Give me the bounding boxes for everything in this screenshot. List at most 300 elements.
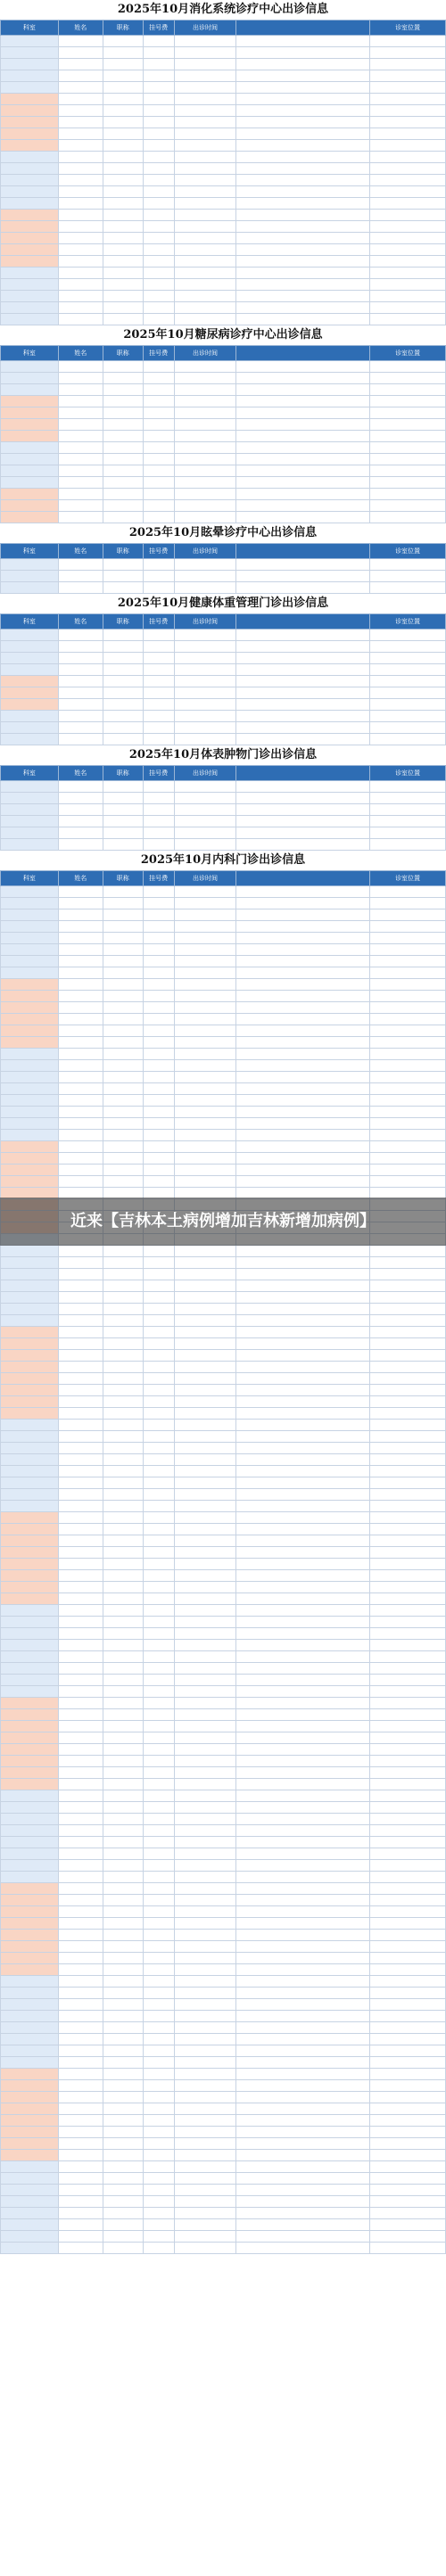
data-cell bbox=[174, 465, 236, 477]
data-cell bbox=[236, 886, 370, 898]
data-cell bbox=[103, 1941, 143, 1953]
data-cell bbox=[236, 1837, 370, 1848]
header-row bbox=[1, 544, 446, 559]
doctor-cell bbox=[58, 1350, 103, 1362]
dept-cell bbox=[1, 1385, 59, 1396]
doctor-cell bbox=[58, 465, 103, 477]
data-cell bbox=[143, 886, 174, 898]
dept-cell bbox=[1, 2185, 59, 2196]
doctor-cell bbox=[58, 886, 103, 898]
dept-cell bbox=[1, 2138, 59, 2150]
table-row bbox=[1, 793, 446, 804]
data-cell bbox=[143, 512, 174, 523]
data-cell bbox=[174, 1559, 236, 1570]
dept-cell bbox=[1, 1524, 59, 1535]
data-cell bbox=[236, 1304, 370, 1315]
data-cell bbox=[236, 373, 370, 384]
table-row bbox=[1, 373, 446, 384]
data-cell bbox=[103, 442, 143, 454]
data-cell bbox=[143, 1651, 174, 1663]
dept-cell bbox=[1, 1176, 59, 1188]
data-cell bbox=[143, 59, 174, 70]
table-row bbox=[1, 384, 446, 396]
room-cell bbox=[370, 1141, 446, 1153]
doctor-cell bbox=[58, 1582, 103, 1593]
dept-cell bbox=[1, 2161, 59, 2173]
table-row bbox=[1, 1883, 446, 1895]
dept-cell bbox=[1, 431, 59, 442]
data-cell bbox=[174, 1976, 236, 1988]
room-cell bbox=[370, 59, 446, 70]
dept-cell bbox=[1, 373, 59, 384]
data-cell bbox=[143, 1582, 174, 1593]
data-cell bbox=[236, 1930, 370, 1941]
dept-cell bbox=[1, 722, 59, 734]
room-cell bbox=[370, 956, 446, 967]
room-cell bbox=[370, 489, 446, 500]
doctor-cell bbox=[58, 1721, 103, 1732]
room-cell bbox=[370, 256, 446, 267]
doctor-cell bbox=[58, 477, 103, 489]
data-cell bbox=[236, 396, 370, 407]
data-cell bbox=[143, 163, 174, 175]
dept-cell bbox=[1, 1686, 59, 1698]
data-cell bbox=[143, 1338, 174, 1350]
doctor-cell bbox=[58, 361, 103, 373]
table-row bbox=[1, 1547, 446, 1559]
data-cell bbox=[143, 793, 174, 804]
data-cell bbox=[103, 302, 143, 314]
data-cell bbox=[103, 2127, 143, 2138]
room-cell bbox=[370, 1756, 446, 1767]
data-cell bbox=[103, 1628, 143, 1640]
data-cell bbox=[143, 36, 174, 47]
doctor-cell bbox=[58, 781, 103, 793]
data-cell bbox=[174, 1663, 236, 1675]
data-cell bbox=[103, 1176, 143, 1188]
room-cell bbox=[370, 1941, 446, 1953]
doctor-cell bbox=[58, 1918, 103, 1930]
data-cell bbox=[143, 898, 174, 909]
dept-cell bbox=[1, 1814, 59, 1825]
doctor-cell bbox=[58, 1512, 103, 1524]
data-cell bbox=[103, 991, 143, 1002]
data-cell bbox=[236, 641, 370, 653]
data-cell bbox=[143, 1095, 174, 1107]
data-cell bbox=[103, 676, 143, 687]
data-cell bbox=[103, 1304, 143, 1315]
data-cell bbox=[103, 2219, 143, 2231]
data-cell bbox=[174, 1501, 236, 1512]
data-cell bbox=[143, 1257, 174, 1269]
dept-cell bbox=[1, 1675, 59, 1686]
data-cell bbox=[143, 816, 174, 827]
data-cell bbox=[143, 827, 174, 839]
data-cell bbox=[103, 175, 143, 186]
data-cell bbox=[103, 1802, 143, 1814]
data-cell bbox=[174, 1582, 236, 1593]
data-cell bbox=[236, 722, 370, 734]
data-cell bbox=[143, 70, 174, 82]
data-cell bbox=[174, 1466, 236, 1477]
doctor-cell bbox=[58, 1466, 103, 1477]
table-row bbox=[1, 1327, 446, 1338]
doctor-cell bbox=[58, 676, 103, 687]
doctor-cell bbox=[58, 921, 103, 933]
room-cell bbox=[370, 1906, 446, 1918]
data-cell bbox=[143, 256, 174, 267]
data-cell bbox=[143, 1292, 174, 1304]
data-cell bbox=[143, 1280, 174, 1292]
data-cell bbox=[236, 2092, 370, 2103]
data-cell bbox=[103, 1790, 143, 1802]
data-cell bbox=[103, 1512, 143, 1524]
room-cell bbox=[370, 500, 446, 512]
column-header: 出诊时间 bbox=[174, 614, 236, 630]
data-cell bbox=[143, 2034, 174, 2045]
doctor-cell bbox=[58, 2103, 103, 2115]
table-head bbox=[1, 614, 446, 630]
table-row bbox=[1, 967, 446, 979]
table-row bbox=[1, 1964, 446, 1976]
data-cell bbox=[103, 2231, 143, 2243]
data-cell bbox=[236, 1292, 370, 1304]
data-cell bbox=[143, 804, 174, 816]
data-cell bbox=[103, 1338, 143, 1350]
header-row bbox=[1, 871, 446, 886]
data-cell bbox=[103, 653, 143, 664]
data-cell bbox=[236, 407, 370, 419]
dept-cell bbox=[1, 2150, 59, 2161]
dept-cell bbox=[1, 256, 59, 267]
data-cell bbox=[174, 1790, 236, 1802]
data-cell bbox=[174, 221, 236, 233]
dept-cell bbox=[1, 1559, 59, 1570]
data-cell bbox=[236, 1049, 370, 1060]
doctor-cell bbox=[58, 2138, 103, 2150]
room-cell bbox=[370, 1338, 446, 1350]
data-cell bbox=[103, 1037, 143, 1049]
data-cell bbox=[103, 2138, 143, 2150]
doctor-cell bbox=[58, 1628, 103, 1640]
data-cell bbox=[236, 36, 370, 47]
doctor-cell bbox=[58, 1837, 103, 1848]
doctor-cell bbox=[58, 1524, 103, 1535]
dept-cell bbox=[1, 676, 59, 687]
table-head bbox=[1, 346, 446, 361]
data-cell bbox=[174, 489, 236, 500]
dept-cell bbox=[1, 1362, 59, 1373]
data-cell bbox=[174, 1779, 236, 1790]
data-cell bbox=[236, 1999, 370, 2011]
room-cell bbox=[370, 47, 446, 59]
room-cell bbox=[370, 1269, 446, 1280]
data-cell bbox=[236, 1744, 370, 1756]
table-row bbox=[1, 186, 446, 198]
data-cell bbox=[103, 2057, 143, 2069]
table-row bbox=[1, 2138, 446, 2150]
data-cell bbox=[174, 1443, 236, 1454]
data-cell bbox=[103, 1582, 143, 1593]
data-cell bbox=[103, 198, 143, 210]
dept-cell bbox=[1, 465, 59, 477]
data-cell bbox=[103, 1165, 143, 1176]
doctor-cell bbox=[58, 1107, 103, 1118]
data-cell bbox=[143, 664, 174, 676]
table-row bbox=[1, 1640, 446, 1651]
data-cell bbox=[174, 1280, 236, 1292]
data-cell bbox=[103, 827, 143, 839]
table-row bbox=[1, 1501, 446, 1512]
data-cell bbox=[143, 1107, 174, 1118]
data-cell bbox=[236, 967, 370, 979]
data-cell bbox=[143, 559, 174, 571]
table-row bbox=[1, 699, 446, 711]
data-cell bbox=[236, 2208, 370, 2219]
data-cell bbox=[236, 2034, 370, 2045]
data-cell bbox=[103, 1408, 143, 1420]
room-cell bbox=[370, 1895, 446, 1906]
table-row bbox=[1, 1663, 446, 1675]
data-cell bbox=[236, 2127, 370, 2138]
data-cell bbox=[143, 465, 174, 477]
data-cell bbox=[236, 1721, 370, 1732]
data-cell bbox=[103, 1883, 143, 1895]
table-row bbox=[1, 1095, 446, 1107]
table-row bbox=[1, 781, 446, 793]
table-row bbox=[1, 1535, 446, 1547]
data-cell bbox=[143, 2231, 174, 2243]
room-cell bbox=[370, 664, 446, 676]
data-cell bbox=[236, 419, 370, 431]
data-cell bbox=[236, 1385, 370, 1396]
doctor-cell bbox=[58, 1014, 103, 1025]
data-cell bbox=[103, 1083, 143, 1095]
data-cell bbox=[143, 1721, 174, 1732]
table-row bbox=[1, 1814, 446, 1825]
dept-cell bbox=[1, 1489, 59, 1501]
data-cell bbox=[174, 921, 236, 933]
room-cell bbox=[370, 827, 446, 839]
doctor-cell bbox=[58, 1790, 103, 1802]
room-cell bbox=[370, 407, 446, 419]
data-cell bbox=[103, 1489, 143, 1501]
data-cell bbox=[174, 2219, 236, 2231]
room-cell bbox=[370, 1651, 446, 1663]
table-body bbox=[1, 781, 446, 851]
dept-cell bbox=[1, 454, 59, 465]
data-cell bbox=[143, 221, 174, 233]
table-row bbox=[1, 1918, 446, 1930]
data-cell bbox=[174, 454, 236, 465]
dept-cell bbox=[1, 59, 59, 70]
data-cell bbox=[236, 47, 370, 59]
dept-cell bbox=[1, 1049, 59, 1060]
doctor-cell bbox=[58, 384, 103, 396]
table-row bbox=[1, 512, 446, 523]
table-row bbox=[1, 1176, 446, 1188]
column-header: 职称 bbox=[103, 766, 143, 781]
data-cell bbox=[143, 361, 174, 373]
data-cell bbox=[143, 2196, 174, 2208]
dept-cell bbox=[1, 1582, 59, 1593]
data-cell bbox=[174, 804, 236, 816]
data-cell bbox=[236, 2138, 370, 2150]
data-cell bbox=[103, 1825, 143, 1837]
section-title: 2025年10月体表肿物门诊出诊信息 bbox=[128, 748, 318, 761]
dept-cell bbox=[1, 1744, 59, 1756]
data-cell bbox=[103, 2022, 143, 2034]
data-cell bbox=[103, 1976, 143, 1988]
data-cell bbox=[236, 1779, 370, 1790]
dept-cell bbox=[1, 2080, 59, 2092]
data-cell bbox=[103, 1814, 143, 1825]
data-cell bbox=[143, 489, 174, 500]
data-cell bbox=[236, 699, 370, 711]
data-cell bbox=[143, 1373, 174, 1385]
doctor-cell bbox=[58, 1153, 103, 1165]
room-cell bbox=[370, 2127, 446, 2138]
dept-cell bbox=[1, 1628, 59, 1640]
data-cell bbox=[103, 477, 143, 489]
data-cell bbox=[174, 1118, 236, 1130]
data-cell bbox=[103, 804, 143, 816]
data-cell bbox=[103, 2196, 143, 2208]
table-row bbox=[1, 1350, 446, 1362]
data-cell bbox=[103, 1420, 143, 1431]
doctor-cell bbox=[58, 82, 103, 94]
data-cell bbox=[236, 793, 370, 804]
dept-cell bbox=[1, 210, 59, 221]
data-cell bbox=[174, 1489, 236, 1501]
table-row bbox=[1, 1721, 446, 1732]
data-cell bbox=[174, 373, 236, 384]
room-cell bbox=[370, 477, 446, 489]
dept-cell bbox=[1, 302, 59, 314]
room-cell bbox=[370, 734, 446, 745]
data-cell bbox=[103, 233, 143, 244]
data-cell bbox=[174, 163, 236, 175]
data-cell bbox=[143, 1790, 174, 1802]
data-cell bbox=[103, 1686, 143, 1698]
dept-cell bbox=[1, 1060, 59, 1072]
data-cell bbox=[174, 1176, 236, 1188]
data-cell bbox=[143, 175, 174, 186]
data-cell bbox=[174, 1744, 236, 1756]
dept-cell bbox=[1, 221, 59, 233]
table-row bbox=[1, 1257, 446, 1269]
doctor-cell bbox=[58, 722, 103, 734]
table-row bbox=[1, 128, 446, 140]
data-cell bbox=[236, 1872, 370, 1883]
dept-cell bbox=[1, 117, 59, 128]
data-cell bbox=[143, 198, 174, 210]
table-row bbox=[1, 1582, 446, 1593]
data-cell bbox=[174, 1095, 236, 1107]
data-cell bbox=[174, 641, 236, 653]
schedule-section bbox=[0, 594, 446, 745]
column-header: 诊室位置 bbox=[370, 544, 446, 559]
room-cell bbox=[370, 804, 446, 816]
dept-cell bbox=[1, 909, 59, 921]
doctor-cell bbox=[58, 1130, 103, 1141]
room-cell bbox=[370, 1454, 446, 1466]
dept-cell bbox=[1, 699, 59, 711]
room-cell bbox=[370, 279, 446, 291]
doctor-cell bbox=[58, 512, 103, 523]
data-cell bbox=[174, 676, 236, 687]
data-cell bbox=[103, 781, 143, 793]
data-cell bbox=[103, 699, 143, 711]
doctor-cell bbox=[58, 1501, 103, 1512]
room-cell bbox=[370, 454, 446, 465]
room-cell bbox=[370, 419, 446, 431]
schedule-table bbox=[0, 345, 446, 523]
room-cell bbox=[370, 1663, 446, 1675]
data-cell bbox=[103, 1431, 143, 1443]
data-cell bbox=[174, 1350, 236, 1362]
data-cell bbox=[174, 1964, 236, 1976]
room-cell bbox=[370, 1617, 446, 1628]
section-title: 2025年10月内科门诊出诊信息 bbox=[140, 853, 306, 867]
dept-cell bbox=[1, 1443, 59, 1454]
doctor-cell bbox=[58, 302, 103, 314]
room-cell bbox=[370, 2011, 446, 2022]
data-cell bbox=[174, 1686, 236, 1698]
table-body bbox=[1, 36, 446, 325]
column-header: 诊室位置 bbox=[370, 21, 446, 36]
room-cell bbox=[370, 886, 446, 898]
data-cell bbox=[236, 2231, 370, 2243]
dept-cell bbox=[1, 1709, 59, 1721]
table-row bbox=[1, 687, 446, 699]
doctor-cell bbox=[58, 1941, 103, 1953]
dept-cell bbox=[1, 804, 59, 816]
data-cell bbox=[143, 314, 174, 325]
table-row bbox=[1, 956, 446, 967]
doctor-cell bbox=[58, 1756, 103, 1767]
data-cell bbox=[174, 1396, 236, 1408]
data-cell bbox=[103, 559, 143, 571]
data-cell bbox=[143, 1953, 174, 1964]
doctor-cell bbox=[58, 1675, 103, 1686]
dept-cell bbox=[1, 1918, 59, 1930]
data-cell bbox=[174, 1605, 236, 1617]
data-cell bbox=[236, 244, 370, 256]
dept-cell bbox=[1, 361, 59, 373]
doctor-cell bbox=[58, 1605, 103, 1617]
room-cell bbox=[370, 70, 446, 82]
data-cell bbox=[174, 140, 236, 152]
dept-cell bbox=[1, 1930, 59, 1941]
dept-cell bbox=[1, 152, 59, 163]
data-cell bbox=[143, 699, 174, 711]
table-row bbox=[1, 1790, 446, 1802]
doctor-cell bbox=[58, 70, 103, 82]
column-header: 姓名 bbox=[58, 871, 103, 886]
data-cell bbox=[174, 128, 236, 140]
data-cell bbox=[236, 1814, 370, 1825]
data-cell bbox=[103, 2080, 143, 2092]
room-cell bbox=[370, 82, 446, 94]
room-cell bbox=[370, 571, 446, 582]
data-cell bbox=[236, 477, 370, 489]
table-row bbox=[1, 827, 446, 839]
data-cell bbox=[103, 1327, 143, 1338]
doctor-cell bbox=[58, 221, 103, 233]
table-row bbox=[1, 1014, 446, 1025]
data-cell bbox=[103, 687, 143, 699]
